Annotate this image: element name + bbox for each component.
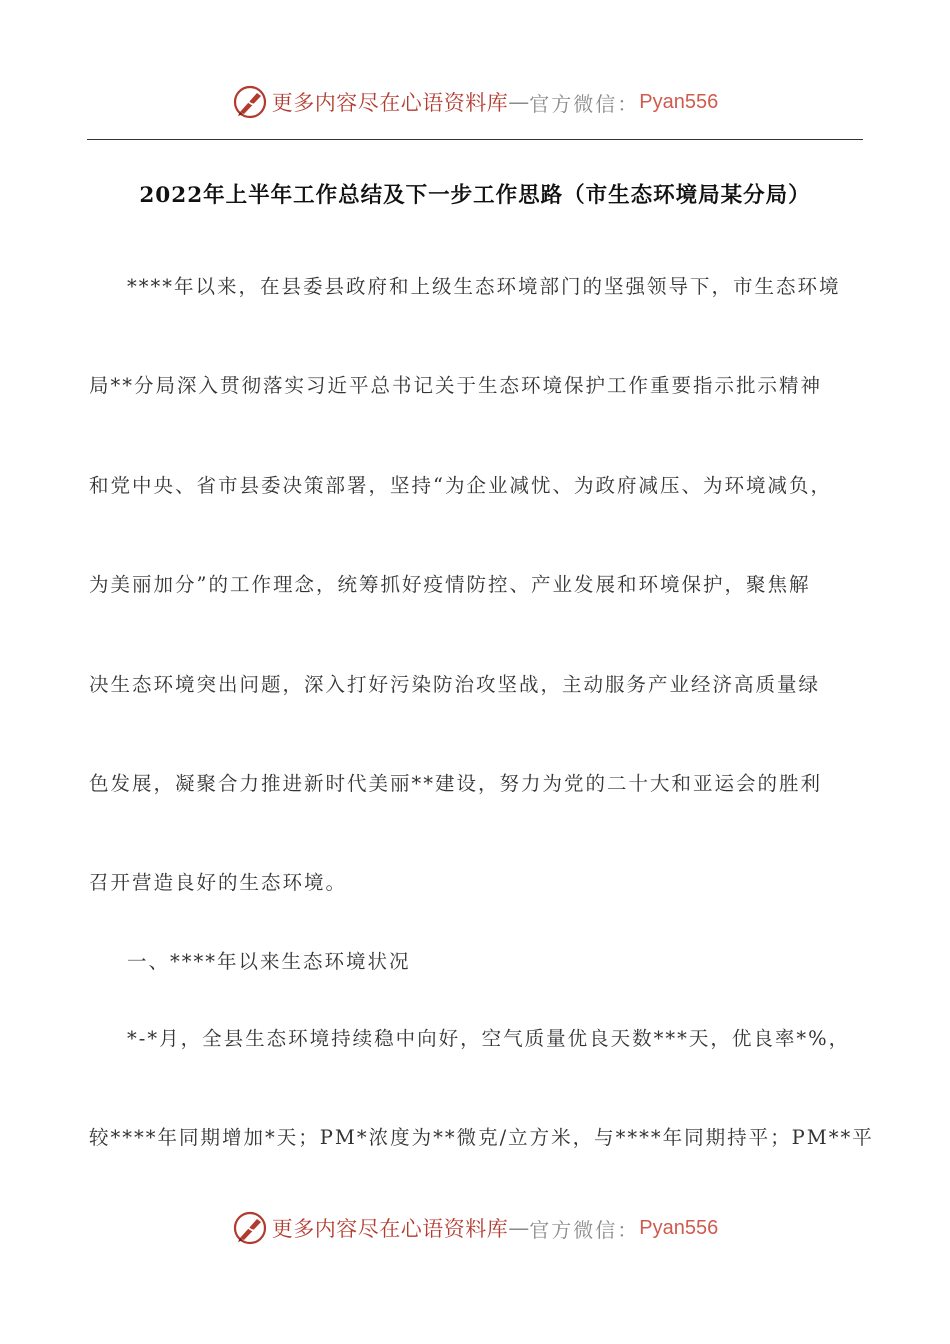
body-line: 召开营造良好的生态环境。 [89,871,348,894]
body-line: 为美丽加分”的工作理念，统筹抓好疫情防控、产业发展和环境保护，聚焦解 [89,573,811,596]
header-divider [87,139,863,140]
banner-text: 更多内容尽在心语资料库 [271,91,509,115]
pen-logo-icon [232,84,268,120]
body-line: 较****年同期增加*天；PM*浓度为**微克/立方米，与****年同期持平；PM**平 [89,1126,874,1149]
banner-wechat-id: Pyan556 [639,1216,719,1239]
body-line: 色发展，凝聚合力推进新时代美丽**建设，努力为党的二十大和亚运会的胜利 [89,772,823,795]
section-heading: 一、****年以来生态环境状况 [127,950,411,973]
banner-dash: — [508,90,530,114]
banner-dash: — [508,1216,530,1240]
pen-logo-icon [232,1210,268,1246]
body-line: 和党中央、省市县委决策部署，坚持“为企业减忧、为政府减压、为环境减负， [89,474,832,497]
banner-label: 官方微信： [529,1217,640,1242]
body-line: 局**分局深入贯彻落实习近平总书记关于生态环境保护工作重要指示批示精神 [89,374,823,397]
footer-banner [0,1208,950,1248]
body-line: 决生态环境突出问题，深入打好污染防治攻坚战，主动服务产业经济高质量绿 [89,673,821,696]
banner-text: 更多内容尽在心语资料库 [271,1217,509,1241]
banner-label: 官方微信： [529,91,640,116]
header-banner [0,82,950,122]
body-line: ****年以来，在县委县政府和上级生态环境部门的坚强领导下，市生态环境 [127,275,841,298]
banner-wechat-id: Pyan556 [639,90,719,113]
document-title: 2022年上半年工作总结及下一步工作思路（市生态环境局某分局） [139,183,811,208]
body-line: *-*月，全县生态环境持续稳中向好，空气质量优良天数***天，优良率*%， [127,1027,851,1050]
